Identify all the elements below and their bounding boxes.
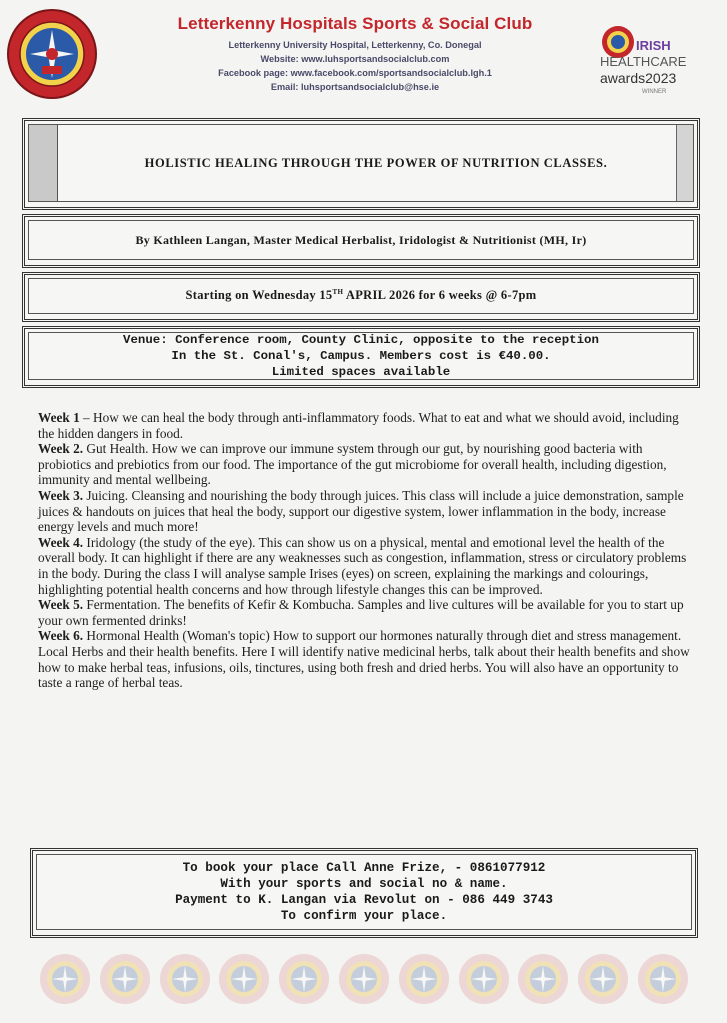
week-label: Week 1	[38, 410, 80, 425]
venue-line-2: In the St. Conal's, Campus. Members cost is €40.00.	[171, 349, 551, 363]
start-date-sup: TH	[332, 288, 344, 297]
byline-box	[22, 214, 700, 268]
footer-crest-icon	[397, 952, 451, 1006]
week-item	[38, 488, 690, 535]
award-line-3: awards2023	[600, 70, 677, 86]
award-line-4: WINNER	[642, 89, 667, 95]
footer-logo-strip	[38, 952, 690, 1012]
week-label: Week 6.	[38, 628, 84, 644]
week-text: Juicing. Cleansing and nourishing the body through juices. This class will include a juice demonstration, sample juices & handouts on juices that heal the body, support our digestive system, lower inflammation in the body, increase energy levels and much more!	[38, 487, 684, 535]
footer-crest-icon	[38, 952, 92, 1006]
venue-box	[22, 326, 700, 388]
week-item	[38, 441, 690, 488]
footer-crest-icon	[277, 952, 331, 1006]
title-box-shade	[29, 125, 58, 201]
booking-line-2: With your sports and social no & name.	[220, 877, 508, 891]
footer-crest-icon	[457, 952, 511, 1006]
instructor-byline: By Kathleen Langan, Master Medical Herbalist, Iridologist & Nutritionist (MH, Ir)	[135, 232, 587, 247]
start-date	[186, 288, 537, 303]
footer-crest-icon	[217, 952, 271, 1006]
venue-line-3: Limited spaces available	[271, 365, 451, 379]
week-item	[38, 628, 690, 690]
weekly-schedule	[38, 410, 690, 691]
start-date-box	[22, 272, 700, 322]
venue-line-1: Venue: Conference room, County Clinic, opposite to the reception	[123, 333, 599, 347]
booking-box	[30, 848, 698, 938]
week-label: Week 4.	[38, 534, 84, 550]
booking-line-4: To confirm your place.	[280, 909, 448, 923]
club-title: Letterkenny Hospitals Sports & Social Club	[177, 14, 533, 33]
week-item	[38, 535, 690, 597]
club-facebook[interactable]: Facebook page: www.facebook.com/sportsandsocialclub.lgh.1	[218, 68, 492, 78]
club-email[interactable]: Email: luhsportsandsocialclub@hse.ie	[270, 82, 440, 92]
club-header	[110, 14, 600, 94]
week-item	[38, 597, 690, 628]
start-date-post: APRIL 2026 for 6 weeks @ 6-7pm	[343, 288, 537, 303]
award-line-1: IRISH	[636, 38, 671, 53]
club-address: Letterkenny University Hospital, Letterkenny, Co. Donegal	[228, 40, 482, 50]
club-crest-logo	[6, 8, 98, 100]
week-item	[38, 410, 690, 441]
footer-crest-icon	[337, 952, 391, 1006]
footer-crest-icon	[98, 952, 152, 1006]
week-text: Hormonal Health (Woman's topic) How to support our hormones naturally through diet and stress management. Local Herbs and their health benefits. Here I will identify native medicinal herbs, talk about their health benefits and show how to make herbal teas, infusions, oils, tinctures, using both fresh and dried herbs. You will also have an opportunity to taste a range of herbal teas.	[38, 628, 690, 691]
healthcare-award-logo	[596, 16, 714, 96]
booking-line-1: To book your place Call Anne Frize, - 0861077912	[182, 861, 546, 875]
week-text: – How we can heal the body through anti-inflammatory foods. What to eat and what we should avoid, including the hidden dangers in food.	[38, 410, 679, 441]
course-title: HOLISTIC HEALING THROUGH THE POWER OF NUTRITION CLASSES.	[144, 156, 608, 170]
award-line-2: HEALTHCARE	[600, 54, 687, 69]
start-date-pre: Starting on Wednesday 15	[185, 288, 333, 303]
footer-crest-icon	[158, 952, 212, 1006]
week-text: Gut Health. How we can improve our immune system through our gut, by nourishing good bacteria with probiotics and prebiotics from our food. The importance of the gut microbiome for overall health, including digestion, immunity and mental wellbeing.	[38, 441, 667, 488]
week-label: Week 5.	[38, 597, 84, 613]
title-box-right-shade	[676, 125, 693, 201]
footer-crest-icon	[576, 952, 630, 1006]
week-text: Iridology (the study of the eye). This can show us on a physical, mental and emotional level the health of the overall body. It can highlight if there are any weaknesses such as congestion, inflammation, stress or circulatory problems in the body. During the class I will analyse sample Irises (eyes) on screen, explaining the markings and colourings, highlighting potential health concerns and how through lifestyle changes this can be improved.	[38, 534, 687, 597]
week-label: Week 3.	[38, 487, 84, 503]
footer-crest-icon	[636, 952, 690, 1006]
week-text: Fermentation. The benefits of Kefir & Kombucha. Samples and live cultures will be available for you to start up your own fermented drinks!	[38, 597, 684, 628]
week-label: Week 2.	[38, 441, 84, 457]
booking-line-3: Payment to K. Langan via Revolut on - 086 449 3743	[175, 893, 553, 907]
footer-crest-icon	[516, 952, 570, 1006]
course-title-box	[22, 118, 700, 210]
club-website[interactable]: Website: www.luhsportsandsocialclub.com	[260, 54, 450, 64]
